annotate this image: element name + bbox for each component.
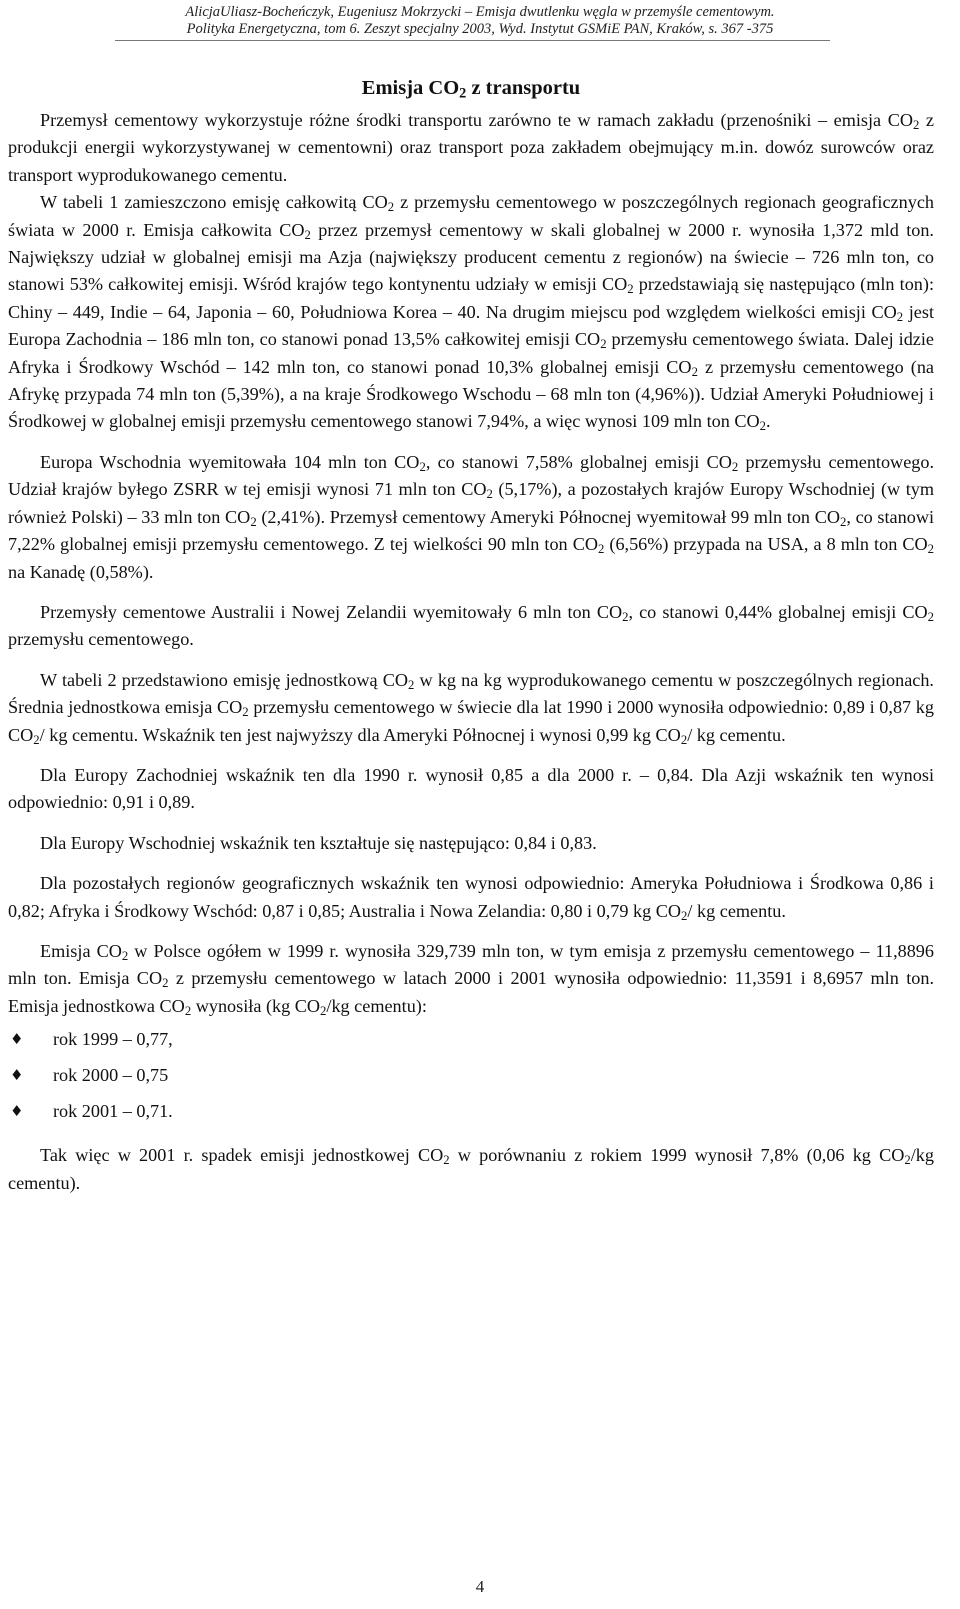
running-header (0, 4, 960, 38)
diamond-bullet-icon: ♦ (10, 1066, 24, 1085)
paragraph-conclusion: Tak więc w 2001 r. spadek emisji jednostkowej $CO_2$ w porównaniu z rokiem 1999 wynosił 7,8% (0,06 kg $CO_2/kg$ cementu). (8, 1145, 934, 1193)
section-title: Emisja $CO_2$ z transportu (361, 77, 581, 102)
list-item: ♦ rok 1999 – 0,77, (8, 1026, 934, 1062)
diamond-bullet-icon: ♦ (10, 1102, 24, 1121)
paragraph-australia: Przemysły cementowe Australii i Nowej Zelandii wyemitowały 6 mln ton $CO_2$, co stanowi 0,44% globalnej emisji $CO_2$ przemysłu cementowego. (8, 601, 935, 650)
paragraph-regional-emission: W tabeli 1 zamieszczono emisję całkowitą $CO_2$ z przemysłu cementowego w poszczególnych regionach geograficznych świata w 2000 r. Emisja całkowita $CO_2$ przez przemysł cementowy w skali globalnej w 2000 r. wynosiła 1,372 mld ton. Największy udział w globalnej emisji ma Azja (największy producent cementu z regionów) na świecie – 726 mln ton, co stanowi 53% całkowitej emisji. Wśród krajów tego kontynentu udziały w emisji $CO_2$ przedstawiają się następująco (mln ton): Chiny – 449, Indie – 64, Japonia – 60, Południowa Korea – 40. Na drugim miejscu pod względem wielkości emisji $CO_2$ jest Europa Zachodnia – 186 mln ton, co stanowi ponad 13,5% całkowitej emisji $CO_2$ przemysłu cementowego świata. Dalej idzie Afryka i Środkowy Wschód – 142 mln ton, co stanowi ponad 10,3% globalnej emisji $CO_2$ z przemysłu cementowego (na Afrykę przypada 74 mln ton (5,39%), a na kraje Środkowego Wschodu – 68 mln ton (4,96%)). Udział Ameryki Południowej i Środkowej w globalnej emisji przemysłu cementowego stanowi 7,94%, a więc wynosi 109 mln ton $CO_2$. (8, 192, 935, 434)
paragraph-unit-emission: W tabeli 2 przedstawiono emisję jednostkową $CO_2$ w kg na kg wyprodukowanego cementu w poszczególnych regionach. Średnia jednostkowa emisja $CO_2$ przemysłu cementowego w świecie dla lat 1990 i 2000 wynosiła odpowiednio: 0,89 i 0,87 kg $CO_2/$ kg cementu. Wskaźnik ten jest najwyższy dla Ameryki Północnej i wynosi 0,99 kg $CO_2/$ kg cementu. (8, 669, 934, 747)
paragraph-other-regions: Dla pozostałych regionów geograficznych wskaźnik ten wynosi odpowiednio: Ameryka Południowa i Środkowa 0,86 i 0,82; Afryka i Środkowy Wschód: 0,87 i 0,85; Australia i Nowa Zelandia: 0,80 i 0,79 kg $CO_2/$ kg cementu. (8, 873, 934, 923)
paragraph-eastern-europe-index: Dla Europy Wschodniej wskaźnik ten kształtuje się następująco: 0,84 i 0,83. (40, 832, 597, 853)
paragraph-eastern-europe: Europa Wschodnia wyemitowała 104 mln ton $CO_2$, co stanowi 7,58% globalnej emisji $CO_2$ przemysłu cementowego. Udział krajów byłego ZSRR w tej emisji wynosi 71 mln ton $CO_2$ (5,17%), a pozostałych krajów Europy Wschodniej (w tym również Polski) – 33 mln ton $CO_2$ (2,41%). Przemysł cementowy Ameryki Północnej wyemitował 99 mln ton $CO_2$, co stanowi 7,22% globalnej emisji przemysłu cementowego. Z tej wielkości 90 mln ton $CO_2$ (6,56%) przypada na USA, a 8 mln ton $CO_2$ na Kanadę (0,58%). (8, 451, 935, 582)
page-number: 4 (475, 1577, 485, 1596)
paragraph-western-europe: Dla Europy Zachodniej wskaźnik ten dla 1990 r. wynosił 0,85 a dla 2000 r. – 0,84. Dla Azji wskaźnik ten wynosi odpowiednio: 0,91 i 0,89. (8, 764, 934, 813)
list-item: ♦ rok 2000 – 0,75 (8, 1062, 934, 1098)
bullet-list (8, 1026, 934, 1134)
paragraph-poland: Emisja $CO_2$ w Polsce ogółem w 1999 r. wynosiła 329,739 mln ton, w tym emisja z przemysłu cementowego – 11,8896 mln ton. Emisja $CO_2$ z przemysłu cementowego w latach 2000 i 2001 wynosiła odpowiednio: 11,3591 i 8,6957 mln ton. Emisja jednostkowa $CO_2$ wynosiła (kg $CO_2/kg$ cementu): (8, 940, 934, 1018)
header-rule (115, 40, 830, 41)
diamond-bullet-icon: ♦ (10, 1030, 24, 1049)
header-citation-line: Polityka Energetyczna, tom 6. Zeszyt specjalny 2003, Wyd. Instytut GSMiE PAN, Kraków, s. 367 -375 (186, 21, 774, 37)
article-body (8, 74, 934, 1210)
list-item: ♦ rok 2001 – 0,71. (8, 1098, 934, 1134)
header-authors-line: AlicjaUliasz-Bocheńczyk, Eugeniusz Mokrzycki – Emisja dwutlenku węgla w przemyśle cementowym. (185, 4, 775, 20)
paragraph-transport: Przemysł cementowy wykorzystuje różne środki transportu zarówno te w ramach zakładu (przenośniki – emisja $CO_2$ z produkcji energii wykorzystywanej w cementowni) oraz transport poza zakładem obejmujący m.in. dowóz surowców oraz transport wyprodukowanego cementu. (8, 110, 934, 185)
